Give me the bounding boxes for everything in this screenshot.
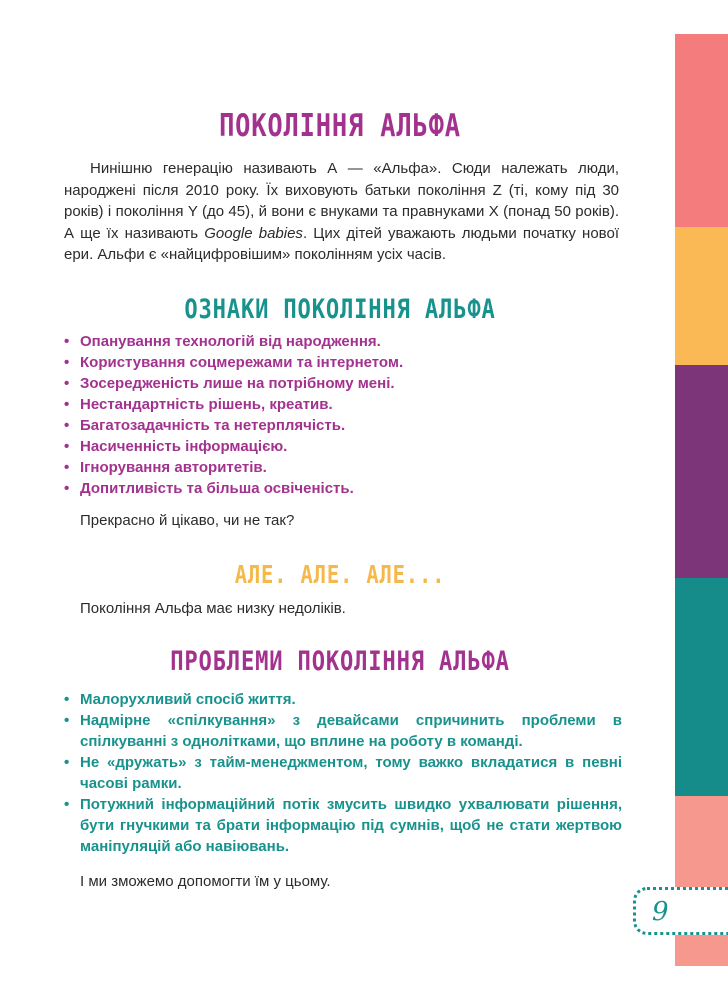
but-text: Покоління Альфа має низку недоліків.	[80, 600, 346, 617]
bullet: •	[64, 712, 70, 729]
list-item: • Надмірне «спілкування» з девайсами спричинить проблеми в спілкуванні з однолітками, що вплине на роботу в команді.	[64, 712, 622, 750]
bullet: •	[64, 354, 70, 371]
bullet: •	[64, 459, 70, 476]
bullet: •	[64, 796, 70, 813]
list-item: • Зосередженість лише на потрібному мені.	[64, 375, 395, 392]
problems-heading: ПРОБЛЕМИ ПОКОЛІННЯ АЛЬФА	[170, 646, 510, 677]
closing-text: І ми зможемо допомогти їм у цьому.	[80, 873, 331, 890]
page-number: 9	[652, 897, 669, 927]
problems-list	[62, 689, 622, 857]
color-stripe-purple	[675, 365, 728, 578]
list-item: • Потужний інформаційний потік змусить швидко ухвалювати рішення, бути гнучкими та брати інформацію під сумнів, щоб не стати жертвою маніпуляцій або навіювань.	[64, 796, 622, 855]
remark-text: Прекрасно й цікаво, чи не так?	[80, 512, 295, 529]
bullet: •	[64, 396, 70, 413]
bullet: •	[64, 691, 70, 708]
bullet: •	[64, 417, 70, 434]
list-item: • Допитливість та більша освіченість.	[64, 480, 354, 497]
page-number-tab	[633, 887, 728, 935]
list-item: • Багатозадачність та нетерплячість.	[64, 417, 346, 434]
list-item: • Користування соцмережами та інтернетом.	[64, 354, 404, 371]
bullet: •	[64, 333, 70, 350]
list-item: • Малорухливий спосіб життя.	[64, 691, 296, 708]
list-item: • Не «дружать» з тайм-менеджментом, тому важко вкладатися в певні часові рамки.	[64, 754, 622, 792]
signs-list	[62, 331, 622, 499]
intro-paragraph	[64, 158, 619, 266]
color-stripe-coral	[675, 34, 728, 227]
list-item: • Опанування технологій від народження.	[64, 333, 381, 350]
list-item: • Ігнорування авторитетів.	[64, 459, 267, 476]
color-stripe-teal	[675, 578, 728, 796]
list-item: • Нестандартність рішень, креатив.	[64, 396, 333, 413]
color-stripe-salmon	[675, 796, 728, 966]
list-item: • Насиченність інформацією.	[64, 438, 288, 455]
intro-italic: Google babies	[204, 224, 303, 242]
signs-heading: ОЗНАКИ ПОКОЛІННЯ АЛЬФА	[184, 294, 496, 325]
color-stripe-yellow	[675, 227, 728, 365]
but-heading: АЛЕ. АЛЕ. АЛЕ...	[234, 560, 446, 589]
bullet: •	[64, 438, 70, 455]
bullet: •	[64, 754, 70, 771]
bullet: •	[64, 480, 70, 497]
intro-end: . Цих дітей уважають людьми початку нової ери. Альфи є «найцифровішим» поколінням усіх часів.	[64, 224, 619, 263]
bullet: •	[64, 375, 70, 392]
page-title: ПОКОЛІННЯ АЛЬФА	[219, 108, 461, 144]
intro-text: Нинішню генерацію називають А — «Альфа». Сюди належать люди, народжені після 2010 року. Їх виховують батьки покоління Z (ті, кому під 30 років) і покоління Y (до 45), й вони є внуками та правнуками X (понад 50 років). А ще їх називають	[64, 160, 619, 242]
